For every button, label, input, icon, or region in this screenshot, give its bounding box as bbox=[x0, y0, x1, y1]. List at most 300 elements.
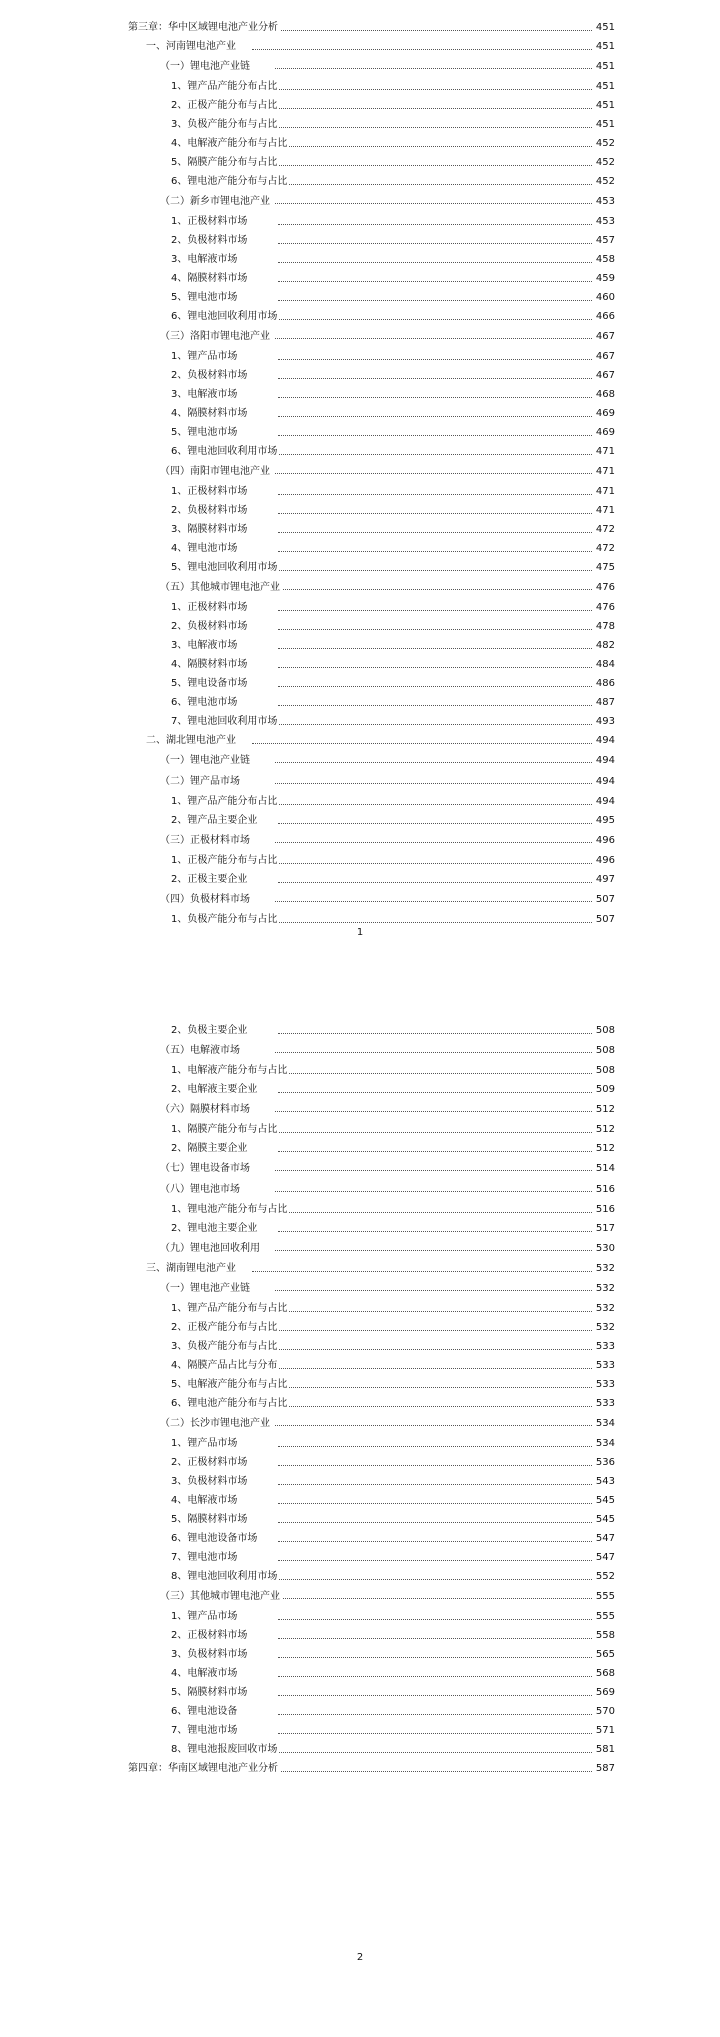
dot-leader bbox=[278, 1676, 592, 1677]
toc-entry[interactable] bbox=[0, 1337, 720, 1356]
toc-entry-page-number: 547 bbox=[595, 1533, 615, 1544]
dot-leader bbox=[278, 1132, 592, 1133]
dot-leader bbox=[278, 1752, 592, 1753]
toc-entry[interactable] bbox=[0, 1759, 720, 1778]
toc-entry[interactable] bbox=[0, 1664, 720, 1683]
dot-leader bbox=[278, 863, 592, 864]
toc-entry-title: 2、负极材料市场 bbox=[171, 366, 249, 385]
toc-entry-title: 4、电解液产能分布与占比 bbox=[171, 134, 289, 153]
toc-entry-page-number: 486 bbox=[595, 678, 615, 689]
toc-entry-title: 7、锂电池回收利用市场 bbox=[171, 712, 279, 731]
dot-leader bbox=[278, 359, 592, 360]
dot-leader bbox=[278, 648, 592, 649]
toc-entry-title: 3、隔膜材料市场 bbox=[171, 520, 249, 539]
toc-entry[interactable] bbox=[0, 347, 720, 366]
dot-leader bbox=[278, 146, 592, 147]
toc-entry[interactable] bbox=[0, 404, 720, 423]
toc-entry[interactable] bbox=[0, 115, 720, 134]
toc-entry-title: 第三章：华中区域锂电池产业分析 bbox=[128, 18, 280, 37]
toc-entry[interactable] bbox=[0, 56, 720, 77]
toc-entry[interactable] bbox=[0, 326, 720, 347]
toc-entry-page-number: 558 bbox=[595, 1630, 615, 1641]
dot-leader bbox=[275, 589, 592, 590]
toc-entry-page-number: 472 bbox=[595, 524, 615, 535]
toc-entry[interactable] bbox=[0, 889, 720, 910]
toc-entry-title: 6、锂电池市场 bbox=[171, 693, 239, 712]
toc-entry-page-number: 571 bbox=[595, 1725, 615, 1736]
toc-entry-page-number: 457 bbox=[595, 235, 615, 246]
toc-entry[interactable] bbox=[0, 1491, 720, 1510]
toc-entry[interactable] bbox=[0, 1434, 720, 1453]
dot-leader bbox=[278, 1695, 592, 1696]
toc-entry-page-number: 451 bbox=[595, 81, 615, 92]
toc-entry[interactable] bbox=[0, 598, 720, 617]
toc-entry[interactable] bbox=[0, 771, 720, 792]
toc-entry-page-number: 534 bbox=[595, 1418, 615, 1429]
toc-entry[interactable] bbox=[0, 520, 720, 539]
toc-entry-page-number: 469 bbox=[595, 408, 615, 419]
toc-entry-page-number: 507 bbox=[595, 914, 615, 925]
dot-leader bbox=[278, 1579, 592, 1580]
toc-entry-page-number: 476 bbox=[595, 582, 615, 593]
toc-entry-page-number: 533 bbox=[595, 1379, 615, 1390]
dot-leader bbox=[278, 300, 592, 301]
toc-entry-page-number: 532 bbox=[595, 1303, 615, 1314]
toc-entry[interactable] bbox=[0, 1259, 720, 1278]
dot-leader bbox=[278, 1330, 592, 1331]
toc-entry[interactable] bbox=[0, 811, 720, 830]
toc-entry-page-number: 466 bbox=[595, 311, 615, 322]
toc-entry[interactable] bbox=[0, 1080, 720, 1099]
toc-entry-title: （二）新乡市锂电池产业 bbox=[160, 191, 272, 212]
toc-entry-page-number: 508 bbox=[595, 1045, 615, 1056]
toc-entry-title: 7、锂电池市场 bbox=[171, 1721, 239, 1740]
toc-entry[interactable] bbox=[0, 172, 720, 191]
toc-entry-page-number: 471 bbox=[595, 446, 615, 457]
toc-entry-title: 2、锂产品主要企业 bbox=[171, 811, 259, 830]
toc-entry-title: 2、锂电池主要企业 bbox=[171, 1219, 259, 1238]
toc-entry[interactable] bbox=[0, 1200, 720, 1219]
toc-entry[interactable] bbox=[0, 37, 720, 56]
dot-leader bbox=[278, 281, 592, 282]
dot-leader bbox=[278, 1073, 592, 1074]
dot-leader bbox=[278, 224, 592, 225]
toc-entry-title: 3、负极材料市场 bbox=[171, 1645, 249, 1664]
toc-entry-title: 4、电解液市场 bbox=[171, 1491, 239, 1510]
toc-entry-page-number: 451 bbox=[595, 119, 615, 130]
toc-entry[interactable] bbox=[0, 77, 720, 96]
toc-entry-title: 6、锂电池产能分布与占比 bbox=[171, 172, 289, 191]
dot-leader bbox=[278, 667, 592, 668]
toc-entry[interactable] bbox=[0, 792, 720, 811]
toc-entry-title: （九）锂电池回收利用 bbox=[160, 1238, 262, 1259]
dot-leader bbox=[278, 262, 592, 263]
toc-entry-page-number: 555 bbox=[595, 1611, 615, 1622]
toc-entry-page-number: 508 bbox=[595, 1025, 615, 1036]
toc-entry-title: 3、负极产能分布与占比 bbox=[171, 115, 279, 134]
toc-entry-title: 2、正极产能分布与占比 bbox=[171, 1318, 279, 1337]
toc-entry-title: （二）长沙市锂电池产业 bbox=[160, 1413, 272, 1434]
toc-entry-title: 5、隔膜材料市场 bbox=[171, 1683, 249, 1702]
toc-entry-page-number: 453 bbox=[595, 216, 615, 227]
toc-entry[interactable] bbox=[0, 539, 720, 558]
dot-leader bbox=[278, 610, 592, 611]
toc-entry-page-number: 451 bbox=[595, 100, 615, 111]
toc-entry-page-number: 496 bbox=[595, 835, 615, 846]
toc-entry-page-number: 494 bbox=[595, 776, 615, 787]
toc-entry-title: （三）其他城市锂电池产业 bbox=[160, 1586, 282, 1607]
page-number: 2 bbox=[356, 1952, 364, 1963]
toc-entry-title: 二、湖北锂电池产业 bbox=[146, 731, 238, 750]
toc-entry-page-number: 453 bbox=[595, 196, 615, 207]
dot-leader bbox=[278, 570, 592, 571]
toc-entry-page-number: 467 bbox=[595, 370, 615, 381]
toc-entry[interactable] bbox=[0, 1645, 720, 1664]
dot-leader bbox=[278, 823, 592, 824]
toc-entry[interactable] bbox=[0, 96, 720, 115]
toc-entry-page-number: 512 bbox=[595, 1104, 615, 1115]
dot-leader bbox=[278, 1387, 592, 1388]
toc-entry-page-number: 530 bbox=[595, 1243, 615, 1254]
toc-entry-page-number: 451 bbox=[595, 61, 615, 72]
toc-entry[interactable] bbox=[0, 1453, 720, 1472]
toc-entry-title: （一）锂电池产业链 bbox=[160, 1278, 252, 1299]
toc-entry-title: （五）电解液市场 bbox=[160, 1040, 242, 1061]
toc-entry[interactable] bbox=[0, 1626, 720, 1645]
toc-entry-title: 4、隔膜材料市场 bbox=[171, 655, 249, 674]
toc-entry-title: 6、锂电池设备 bbox=[171, 1702, 239, 1721]
toc-entry[interactable] bbox=[0, 750, 720, 771]
toc-entry[interactable] bbox=[0, 577, 720, 598]
toc-entry-title: 第四章：华南区域锂电池产业分析 bbox=[128, 1759, 280, 1778]
toc-entry-title: （一）锂电池产业链 bbox=[160, 750, 252, 771]
toc-entry-title: 1、电解液产能分布与占比 bbox=[171, 1061, 289, 1080]
toc-entry[interactable] bbox=[0, 385, 720, 404]
toc-entry-page-number: 516 bbox=[595, 1204, 615, 1215]
toc-entry[interactable] bbox=[0, 1120, 720, 1139]
toc-entry-page-number: 543 bbox=[595, 1476, 615, 1487]
dot-leader bbox=[278, 1446, 592, 1447]
toc-entry-page-number: 471 bbox=[595, 486, 615, 497]
dot-leader bbox=[278, 1484, 592, 1485]
toc-entry[interactable] bbox=[0, 712, 720, 731]
toc-entry-page-number: 452 bbox=[595, 157, 615, 168]
dot-leader bbox=[278, 1733, 592, 1734]
toc-entry-page-number: 532 bbox=[595, 1263, 615, 1274]
dot-leader bbox=[278, 1522, 592, 1523]
toc-entry-page-number: 517 bbox=[595, 1223, 615, 1234]
toc-entry-title: （八）锂电池市场 bbox=[160, 1179, 242, 1200]
toc-entry[interactable] bbox=[0, 693, 720, 712]
toc-entry-title: 1、锂产品市场 bbox=[171, 1607, 239, 1626]
dot-leader bbox=[278, 551, 592, 552]
toc-entry-title: 2、隔膜主要企业 bbox=[171, 1139, 249, 1158]
toc-entry[interactable] bbox=[0, 1139, 720, 1158]
toc-entry-page-number: 568 bbox=[595, 1668, 615, 1679]
toc-entry[interactable] bbox=[0, 1413, 720, 1434]
toc-entry[interactable] bbox=[0, 501, 720, 520]
toc-entry-page-number: 512 bbox=[595, 1124, 615, 1135]
toc-entry[interactable] bbox=[0, 870, 720, 889]
toc-entry-title: 5、隔膜产能分布与占比 bbox=[171, 153, 279, 172]
dot-leader bbox=[275, 203, 592, 204]
toc-entry-page-number: 451 bbox=[595, 41, 615, 52]
toc-entry-page-number: 512 bbox=[595, 1143, 615, 1154]
dot-leader bbox=[278, 127, 592, 128]
toc-entry[interactable] bbox=[0, 1586, 720, 1607]
toc-entry-title: 5、隔膜材料市场 bbox=[171, 1510, 249, 1529]
toc-entry-title: 2、负极材料市场 bbox=[171, 231, 249, 250]
toc-entry-title: 6、锂电池回收利用市场 bbox=[171, 307, 279, 326]
toc-entry[interactable] bbox=[0, 1721, 720, 1740]
toc-entry-page-number: 468 bbox=[595, 389, 615, 400]
toc-entry-page-number: 507 bbox=[595, 894, 615, 905]
toc-entry-page-number: 565 bbox=[595, 1649, 615, 1660]
toc-entry[interactable] bbox=[0, 442, 720, 461]
toc-entry[interactable] bbox=[0, 153, 720, 172]
toc-entry-page-number: 487 bbox=[595, 697, 615, 708]
dot-leader bbox=[278, 532, 592, 533]
dot-leader bbox=[275, 473, 592, 474]
toc-entry[interactable] bbox=[0, 1548, 720, 1567]
dot-leader bbox=[278, 319, 592, 320]
toc-entry-title: 2、负极材料市场 bbox=[171, 617, 249, 636]
toc-entry-title: 3、电解液市场 bbox=[171, 385, 239, 404]
toc-entry[interactable] bbox=[0, 674, 720, 693]
toc-entry-page-number: 459 bbox=[595, 273, 615, 284]
toc-entry[interactable] bbox=[0, 1740, 720, 1759]
toc-entry-title: 5、电解液产能分布与占比 bbox=[171, 1375, 289, 1394]
toc-entry[interactable] bbox=[0, 1356, 720, 1375]
toc-entry-page-number: 475 bbox=[595, 562, 615, 573]
toc-entry[interactable] bbox=[0, 1158, 720, 1179]
toc-entry-page-number: 484 bbox=[595, 659, 615, 670]
toc-entry-title: 1、负极产能分布与占比 bbox=[171, 910, 279, 929]
dot-leader bbox=[278, 1212, 592, 1213]
toc-entry-title: 3、负极产能分布与占比 bbox=[171, 1337, 279, 1356]
dot-leader bbox=[275, 1598, 592, 1599]
toc-entry-page-number: 471 bbox=[595, 505, 615, 516]
toc-entry-page-number: 458 bbox=[595, 254, 615, 265]
toc-entry[interactable] bbox=[0, 461, 720, 482]
toc-entry-title: 2、正极主要企业 bbox=[171, 870, 249, 889]
dot-leader bbox=[278, 1657, 592, 1658]
toc-entry[interactable] bbox=[0, 1061, 720, 1080]
dot-leader bbox=[275, 842, 592, 843]
toc-entry[interactable] bbox=[0, 1683, 720, 1702]
toc-entry-title: （六）隔膜材料市场 bbox=[160, 1099, 252, 1120]
toc-entry-title: （三）正极材料市场 bbox=[160, 830, 252, 851]
dot-leader bbox=[252, 1271, 592, 1272]
toc-entry-title: （一）锂电池产业链 bbox=[160, 56, 252, 77]
toc-entry[interactable] bbox=[0, 307, 720, 326]
toc-entry-page-number: 587 bbox=[595, 1763, 615, 1774]
toc-entry-title: 1、锂产品产能分布与占比 bbox=[171, 1299, 289, 1318]
dot-leader bbox=[278, 1714, 592, 1715]
toc-entry[interactable] bbox=[0, 482, 720, 501]
dot-leader bbox=[278, 243, 592, 244]
toc-entry-title: 1、正极材料市场 bbox=[171, 212, 249, 231]
toc-entry-page-number: 514 bbox=[595, 1163, 615, 1174]
toc-entry[interactable] bbox=[0, 731, 720, 750]
toc-list-page-2 bbox=[0, 1021, 720, 1778]
dot-leader bbox=[278, 1092, 592, 1093]
toc-entry[interactable] bbox=[0, 250, 720, 269]
toc-entry-page-number: 570 bbox=[595, 1706, 615, 1717]
toc-entry[interactable] bbox=[0, 18, 720, 37]
toc-entry-page-number: 496 bbox=[595, 855, 615, 866]
dot-leader bbox=[275, 1425, 592, 1426]
dot-leader bbox=[275, 901, 592, 902]
toc-list-page-1 bbox=[0, 18, 720, 929]
toc-entry-title: 2、正极材料市场 bbox=[171, 1453, 249, 1472]
toc-entry[interactable] bbox=[0, 231, 720, 250]
toc-entry[interactable] bbox=[0, 1099, 720, 1120]
dot-leader bbox=[278, 494, 592, 495]
toc-entry-page-number: 478 bbox=[595, 621, 615, 632]
toc-entry[interactable] bbox=[0, 636, 720, 655]
toc-entry[interactable] bbox=[0, 558, 720, 577]
toc-entry-page-number: 460 bbox=[595, 292, 615, 303]
toc-entry[interactable] bbox=[0, 269, 720, 288]
toc-entry-title: 三、湖南锂电池产业 bbox=[146, 1259, 238, 1278]
toc-entry-page-number: 508 bbox=[595, 1065, 615, 1076]
toc-entry-page-number: 452 bbox=[595, 176, 615, 187]
toc-entry[interactable] bbox=[0, 1567, 720, 1586]
toc-entry-page-number: 472 bbox=[595, 543, 615, 554]
toc-entry[interactable] bbox=[0, 1219, 720, 1238]
toc-entry-title: （二）锂产品市场 bbox=[160, 771, 242, 792]
toc-entry[interactable] bbox=[0, 851, 720, 870]
toc-entry-title: 1、锂产品产能分布占比 bbox=[171, 792, 279, 811]
toc-entry[interactable] bbox=[0, 1040, 720, 1061]
toc-entry-title: 1、锂产品市场 bbox=[171, 1434, 239, 1453]
toc-entry-page-number: 471 bbox=[595, 466, 615, 477]
dot-leader bbox=[275, 1250, 592, 1251]
toc-entry-title: 5、锂电池市场 bbox=[171, 423, 239, 442]
toc-entry[interactable] bbox=[0, 191, 720, 212]
dot-leader bbox=[250, 30, 592, 31]
toc-entry[interactable] bbox=[0, 1238, 720, 1259]
toc-entry-title: 一、河南锂电池产业 bbox=[146, 37, 238, 56]
dot-leader bbox=[278, 435, 592, 436]
toc-entry[interactable] bbox=[0, 212, 720, 231]
toc-entry[interactable] bbox=[0, 830, 720, 851]
toc-entry-page-number: 494 bbox=[595, 735, 615, 746]
dot-leader bbox=[250, 1771, 592, 1772]
dot-leader bbox=[278, 454, 592, 455]
dot-leader bbox=[252, 743, 592, 744]
toc-entry-page-number: 547 bbox=[595, 1552, 615, 1563]
dot-leader bbox=[278, 1151, 592, 1152]
dot-leader bbox=[278, 882, 592, 883]
toc-entry-title: 6、锂电池设备市场 bbox=[171, 1529, 259, 1548]
toc-entry-title: 1、正极材料市场 bbox=[171, 598, 249, 617]
toc-entry-page-number: 533 bbox=[595, 1341, 615, 1352]
dot-leader bbox=[278, 1619, 592, 1620]
toc-entry[interactable] bbox=[0, 1299, 720, 1318]
toc-entry[interactable] bbox=[0, 1278, 720, 1299]
dot-leader bbox=[278, 89, 592, 90]
dot-leader bbox=[278, 184, 592, 185]
toc-entry[interactable] bbox=[0, 1394, 720, 1413]
toc-entry-page-number: 467 bbox=[595, 331, 615, 342]
toc-entry-title: 8、锂电池报废回收市场 bbox=[171, 1740, 279, 1759]
dot-leader bbox=[275, 1052, 592, 1053]
dot-leader bbox=[278, 378, 592, 379]
toc-entry-title: 5、锂电设备市场 bbox=[171, 674, 249, 693]
toc-entry-title: 2、负极材料市场 bbox=[171, 501, 249, 520]
toc-entry-title: 8、锂电池回收利用市场 bbox=[171, 1567, 279, 1586]
dot-leader bbox=[252, 49, 592, 50]
toc-entry[interactable] bbox=[0, 1318, 720, 1337]
toc-entry-page-number: 467 bbox=[595, 351, 615, 362]
dot-leader bbox=[278, 629, 592, 630]
toc-entry-title: 4、隔膜材料市场 bbox=[171, 404, 249, 423]
toc-entry-title: 4、隔膜产品占比与分布 bbox=[171, 1356, 279, 1375]
toc-entry[interactable] bbox=[0, 1607, 720, 1626]
toc-entry-title: 6、锂电池产能分布与占比 bbox=[171, 1394, 289, 1413]
toc-entry-title: 3、负极材料市场 bbox=[171, 1472, 249, 1491]
dot-leader bbox=[275, 783, 592, 784]
toc-entry-page-number: 476 bbox=[595, 602, 615, 613]
dot-leader bbox=[278, 165, 592, 166]
toc-entry[interactable] bbox=[0, 288, 720, 307]
toc-entry[interactable] bbox=[0, 617, 720, 636]
toc-entry[interactable] bbox=[0, 1021, 720, 1040]
toc-entry-page-number: 494 bbox=[595, 755, 615, 766]
page-number: 1 bbox=[356, 927, 364, 938]
toc-entry[interactable] bbox=[0, 1510, 720, 1529]
toc-entry[interactable] bbox=[0, 366, 720, 385]
toc-entry-page-number: 581 bbox=[595, 1744, 615, 1755]
toc-entry-title: 5、锂电池回收利用市场 bbox=[171, 558, 279, 577]
dot-leader bbox=[275, 1290, 592, 1291]
dot-leader bbox=[278, 705, 592, 706]
toc-entry-page-number: 493 bbox=[595, 716, 615, 727]
dot-leader bbox=[278, 1560, 592, 1561]
toc-entry[interactable] bbox=[0, 423, 720, 442]
toc-entry-page-number: 516 bbox=[595, 1184, 615, 1195]
toc-entry[interactable] bbox=[0, 1472, 720, 1491]
dot-leader bbox=[278, 397, 592, 398]
toc-entry-title: 1、锂电池产能分布与占比 bbox=[171, 1200, 289, 1219]
toc-entry-page-number: 469 bbox=[595, 427, 615, 438]
toc-entry-title: 5、锂电池市场 bbox=[171, 288, 239, 307]
toc-entry[interactable] bbox=[0, 655, 720, 674]
toc-entry-page-number: 509 bbox=[595, 1084, 615, 1095]
toc-entry-title: （四）负极材料市场 bbox=[160, 889, 252, 910]
toc-entry-page-number: 545 bbox=[595, 1514, 615, 1525]
toc-entry-title: 2、正极材料市场 bbox=[171, 1626, 249, 1645]
dot-leader bbox=[275, 1111, 592, 1112]
toc-entry-title: 6、锂电池回收利用市场 bbox=[171, 442, 279, 461]
toc-entry-title: 3、电解液市场 bbox=[171, 636, 239, 655]
toc-entry[interactable] bbox=[0, 1529, 720, 1548]
toc-entry-title: （五）其他城市锂电池产业 bbox=[160, 577, 282, 598]
toc-entry[interactable] bbox=[0, 1179, 720, 1200]
toc-entry-page-number: 495 bbox=[595, 815, 615, 826]
toc-entry-page-number: 555 bbox=[595, 1591, 615, 1602]
toc-entry[interactable] bbox=[0, 1702, 720, 1721]
toc-entry[interactable] bbox=[0, 134, 720, 153]
toc-entry-page-number: 532 bbox=[595, 1322, 615, 1333]
dot-leader bbox=[278, 1311, 592, 1312]
dot-leader bbox=[275, 338, 592, 339]
toc-entry-page-number: 536 bbox=[595, 1457, 615, 1468]
toc-entry-title: 3、电解液市场 bbox=[171, 250, 239, 269]
toc-entry[interactable] bbox=[0, 1375, 720, 1394]
